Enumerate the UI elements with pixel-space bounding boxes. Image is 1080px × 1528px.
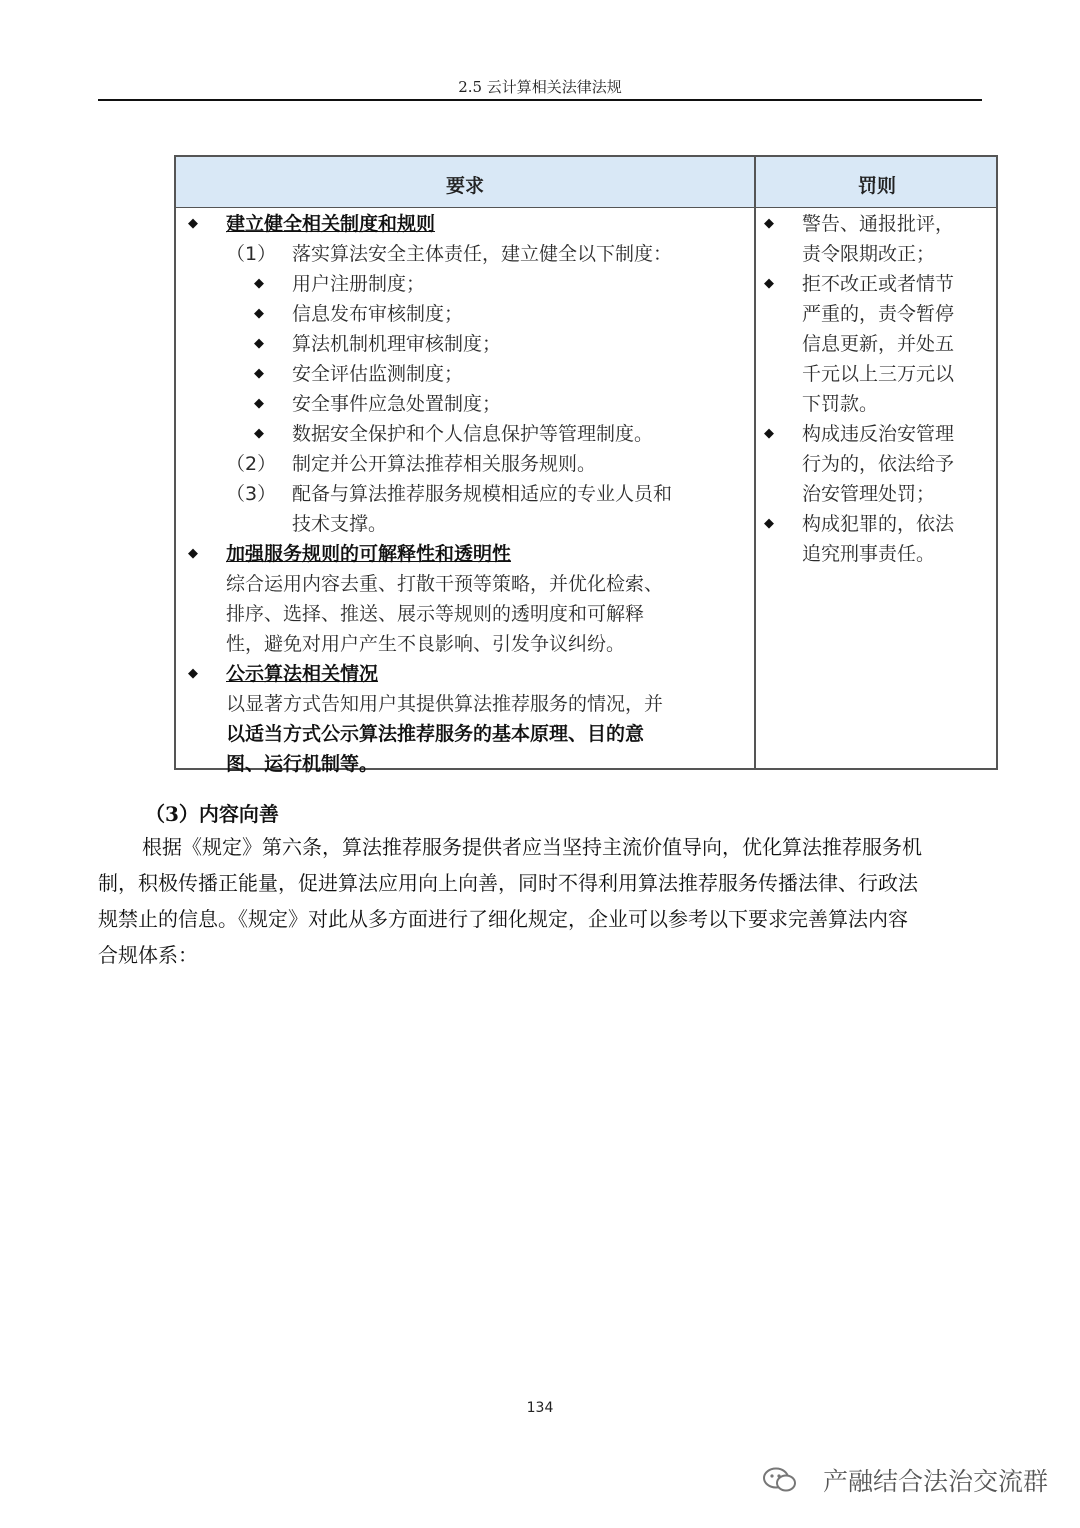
penalty-text: 千元以上三万元以: [802, 363, 955, 385]
bullet: ◆: [254, 336, 264, 351]
item-number: （3）: [226, 483, 277, 505]
req-text: 综合运用内容去重、打散干预等策略，并优化检索、: [226, 573, 664, 595]
item-number: （2）: [226, 453, 277, 475]
sub-item: 算法机制机理审核制度；: [292, 333, 502, 355]
paragraph-line: 制，积极传播正能量，促进算法应用向上向善，同时不得利用算法推荐服务传播法律、行政法: [98, 871, 918, 895]
header-rule: [98, 99, 982, 101]
header-penalties: 罚则: [857, 175, 896, 197]
item-text: 制定并公开算法推荐相关服务规则。: [292, 453, 597, 475]
req-heading: 建立健全相关制度和规则: [226, 213, 436, 235]
section-title: （3）内容向善: [145, 802, 279, 826]
bullet: ◆: [188, 216, 198, 231]
req-heading: 公示算法相关情况: [226, 663, 379, 685]
wechat-icon: [762, 1466, 798, 1494]
penalty-text: 治安管理处罚；: [802, 483, 936, 505]
penalty-text: 拒不改正或者情节: [802, 273, 955, 295]
sub-item: 用户注册制度；: [292, 273, 426, 295]
sub-item: 安全评估监测制度；: [292, 363, 464, 385]
req-text: 以显著方式告知用户其提供算法推荐服务的情况，并: [226, 693, 664, 715]
penalty-text: 构成违反治安管理: [802, 423, 955, 445]
penalty-text: 责令限期改正；: [802, 243, 936, 265]
req-text: 以适当方式公示算法推荐服务的基本原理、目的意: [226, 723, 645, 745]
penalty-text: 下罚款。: [802, 393, 879, 415]
sub-item: 数据安全保护和个人信息保护等管理制度。: [292, 423, 654, 445]
paragraph-line: 规禁止的信息。《规定》对此从多方面进行了细化规定，企业可以参考以下要求完善算法内容: [98, 907, 908, 931]
bullet: ◆: [254, 366, 264, 381]
header-requirements: 要求: [445, 175, 484, 197]
penalty-text: 行为的，依法给予: [802, 453, 955, 475]
requirements-table: [174, 155, 998, 775]
sub-item: 安全事件应急处置制度；: [292, 393, 502, 415]
bullet: ◆: [764, 426, 774, 441]
bullet: ◆: [188, 546, 198, 561]
bullet: ◆: [254, 396, 264, 411]
bullet: ◆: [764, 516, 774, 531]
req-text: 性，避免对用户产生不良影响、引发争议纠纷。: [226, 633, 626, 655]
item-text: 配备与算法推荐服务规模相适应的专业人员和: [292, 483, 673, 505]
req-heading: 加强服务规则的可解释性和透明性: [226, 543, 512, 565]
item-text: 技术支撑。: [292, 513, 388, 535]
req-text: 排序、选择、推送、展示等规则的透明度和可解释: [226, 603, 645, 625]
bullet: ◆: [254, 276, 264, 291]
item-text: 落实算法安全主体责任，建立健全以下制度：: [292, 243, 673, 265]
penalty-text: 构成犯罪的，依法: [802, 513, 955, 535]
column-divider: [754, 157, 756, 768]
penalty-text: 信息更新，并处五: [802, 333, 955, 355]
bullet: ◆: [254, 426, 264, 441]
sub-item: 信息发布审核制度；: [292, 303, 464, 325]
bullet: ◆: [188, 666, 198, 681]
bullet: ◆: [254, 306, 264, 321]
bullet: ◆: [764, 216, 774, 231]
penalty-text: 警告、通报批评，: [802, 213, 955, 235]
penalty-text: 严重的，责令暂停: [802, 303, 955, 325]
paragraph-line: 合规体系：: [98, 943, 198, 967]
bullet: ◆: [764, 276, 774, 291]
page-header-title: 2.5 云计算相关法律法规: [458, 78, 622, 96]
req-text: 图、运行机制等。: [226, 753, 379, 775]
paragraph-line: 根据《规定》第六条，算法推荐服务提供者应当坚持主流价值导向，优化算法推荐服务机: [142, 835, 922, 859]
item-number: （1）: [226, 243, 277, 265]
page-number: 134: [526, 1400, 554, 1416]
watermark-text: 产融结合法治交流群: [822, 1467, 1048, 1496]
penalty-text: 追究刑事责任。: [802, 543, 936, 565]
